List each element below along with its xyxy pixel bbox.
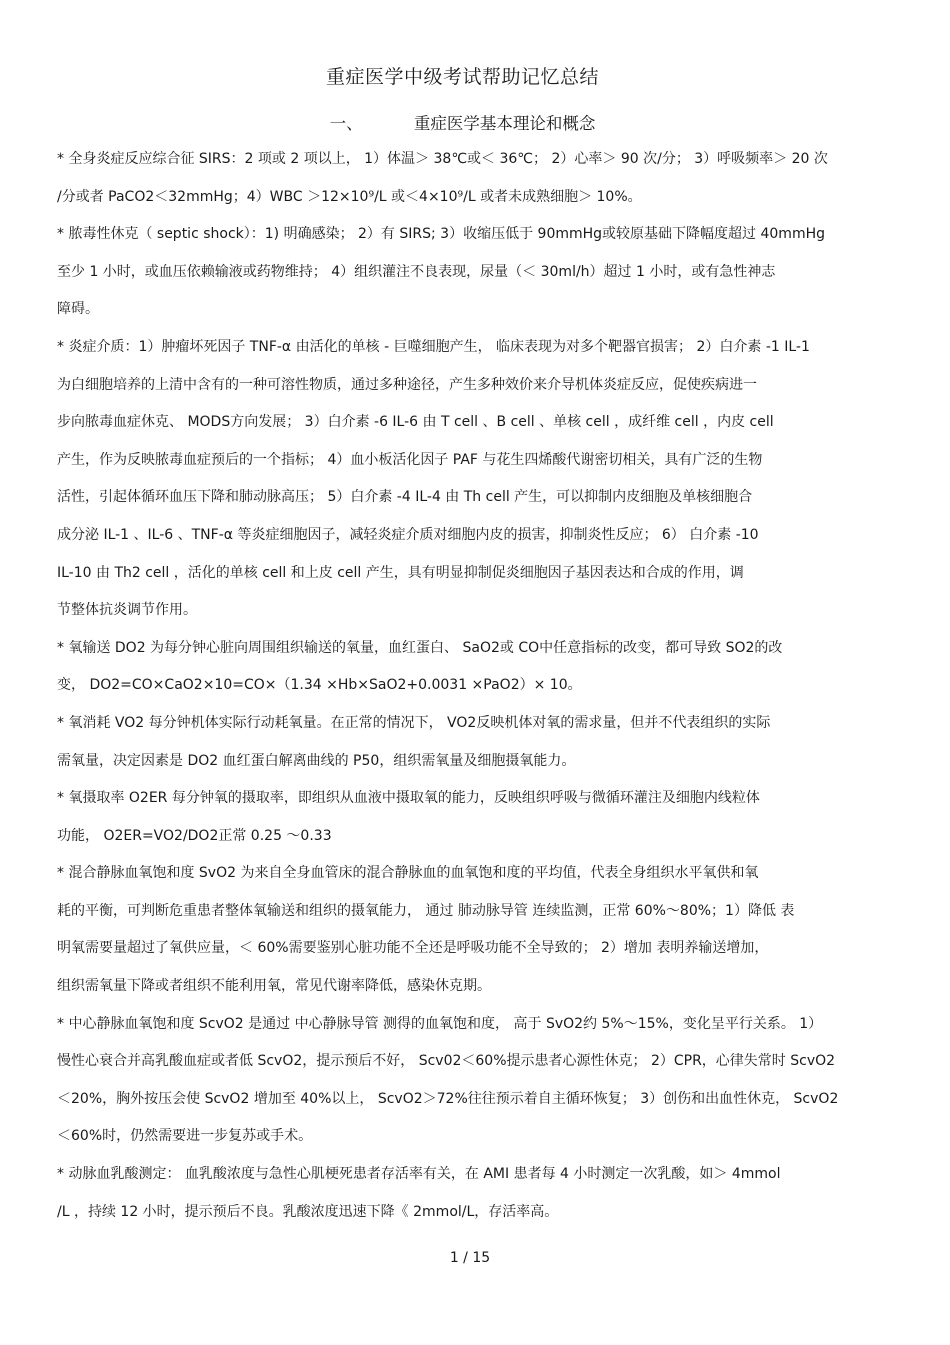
text-line: /L ，持续 12 小时，提示预后不良。乳酸浓度迅速下降《 2mmol/L，存活率高。: [57, 1203, 559, 1220]
text-line: 障碍。: [57, 301, 99, 318]
body-text: [57, 141, 893, 1231]
section-number: 一、: [329, 114, 363, 133]
text-line: 慢性心衰合并高乳酸血症或者低 ScvO2，提示预后不好， Scv02＜60%提示患者心源性休克； 2）CPR，心律失常时 ScvO2: [57, 1053, 836, 1070]
text-line: IL-10 由 Th2 cell ，活化的单核 cell 和上皮 cell 产生，具有明显抑制促炎细胞因子基因表达和合成的作用，调: [57, 564, 744, 581]
text-line: * 脓毒性休克（ septic shock）：1) 明确感染； 2）有 SIRS; 3）收缩压低于 90mmHg或较原基础下降幅度超过 40mmHg: [57, 226, 825, 243]
text-line: 成分泌 IL-1 、IL-6 、TNF-α 等炎症细胞因子，减轻炎症介质对细胞内皮的损害，抑制炎性反应； 6） 白介素 -10: [57, 526, 759, 543]
text-line: ＜60%时，仍然需要进一步复苏或手术。: [57, 1128, 313, 1145]
text-line: 需氧量，决定因素是 DO2 血红蛋白解离曲线的 P50，组织需氧量及细胞摄氧能力。: [57, 752, 576, 769]
text-line: * 动脉血乳酸测定： 血乳酸浓度与急性心肌梗死患者存活率有关，在 AMI 患者每 4 小时测定一次乳酸，如＞ 4mmol: [57, 1166, 781, 1183]
text-line: 节整体抗炎调节作用。: [57, 602, 197, 619]
text-line: 明氧需要量超过了氧供应量，＜ 60%需要鉴别心脏功能不全还是呼吸功能不全导致的； 2）增加 表明养输送增加，: [57, 940, 769, 957]
text-line: * 混合静脉血氧饱和度 SvO2 为来自全身血管床的混合静脉血的血氧饱和度的平均值，代表全身组织水平氧供和氧: [57, 865, 759, 882]
text-line: * 全身炎症反应综合征 SIRS：2 项或 2 项以上， 1）体温＞ 38℃或＜ 36℃； 2）心率＞ 90 次/分； 3）呼吸频率＞ 20 次: [57, 151, 828, 167]
section-title: 重症医学基本理论和概念: [413, 114, 596, 133]
text-line: 至少 1 小时，或血压依赖输液或药物维持； 4）组织灌注不良表现，尿量（＜ 30ml/h）超过 1 小时，或有急性神志: [57, 263, 776, 280]
text-line: * 氧输送 DO2 为每分钟心脏向周围组织输送的氧量，血红蛋白、 SaO2或 CO中任意指标的改变，都可导致 SO2的改: [57, 639, 783, 656]
document-title: 重症医学中级考试帮助记忆总结: [325, 66, 599, 88]
page-indicator: 1 / 15: [449, 1250, 491, 1266]
text-line: 功能， O2ER=VO2/DO2正常 0.25 ～0.33: [57, 827, 332, 844]
text-line: ＜20%，胸外按压会使 ScvO2 增加至 40%以上， ScvO2＞72%往往预示着自主循环恢复； 3）创伤和出血性休克， ScvO2: [57, 1090, 839, 1107]
text-line: * 氧消耗 VO2 每分钟机体实际行动耗氧量。在正常的情况下， VO2反映机体对氧的需求量，但并不代表组织的实际: [57, 714, 771, 731]
text-line: * 中心静脉血氧饱和度 ScvO2 是通过 中心静脉导管 测得的血氧饱和度， 高于 SvO2约 5%～15%，变化呈平行关系。 1）: [57, 1015, 823, 1032]
text-line: 变， DO2=CO×CaO2×10=CO×（1.34 ×Hb×SaO2+0.0031 ×PaO2）× 10。: [57, 677, 582, 694]
text-line: 为白细胞培养的上清中含有的一种可溶性物质，通过多种途径，产生多种效价来介导机体炎症反应，促使疾病进一: [57, 376, 757, 393]
text-line: 耗的平衡，可判断危重患者整体氧输送和组织的摄氧能力， 通过 肺动脉导管 连续监测，正常 60%～80%；1）降低 表: [57, 902, 795, 919]
text-line: * 氧摄取率 O2ER 每分钟氧的摄取率，即组织从血液中摄取氧的能力，反映组织呼吸与微循环灌注及细胞内线粒体: [57, 790, 760, 807]
text-line: 步向脓毒血症休克、 MODS方向发展； 3）白介素 -6 IL-6 由 T cell 、B cell 、单核 cell ，成纤维 cell ，内皮 cell: [57, 414, 774, 431]
section-heading: [0, 110, 925, 134]
text-line: 产生，作为反映脓毒血症预后的一个指标； 4）血小板活化因子 PAF 与花生四烯酸代谢密切相关，具有广泛的生物: [57, 451, 763, 468]
text-line: /分或者 PaCO2＜32mmHg；4）WBC ＞12×10⁹/L 或＜4×10⁹/L 或者未成熟细胞＞ 10%。: [57, 188, 642, 205]
text-line: * 炎症介质：1）肿瘤坏死因子 TNF-α 由活化的单核 - 巨噬细胞产生， 临床表现为对多个靶器官损害； 2）白介素 -1 IL-1: [57, 338, 810, 355]
text-line: 活性，引起体循环血压下降和肺动脉高压； 5）白介素 -4 IL-4 由 Th cell 产生，可以抑制内皮细胞及单核细胞合: [57, 489, 753, 506]
text-line: 组织需氧量下降或者组织不能利用氧，常见代谢率降低，感染休克期。: [57, 978, 491, 995]
